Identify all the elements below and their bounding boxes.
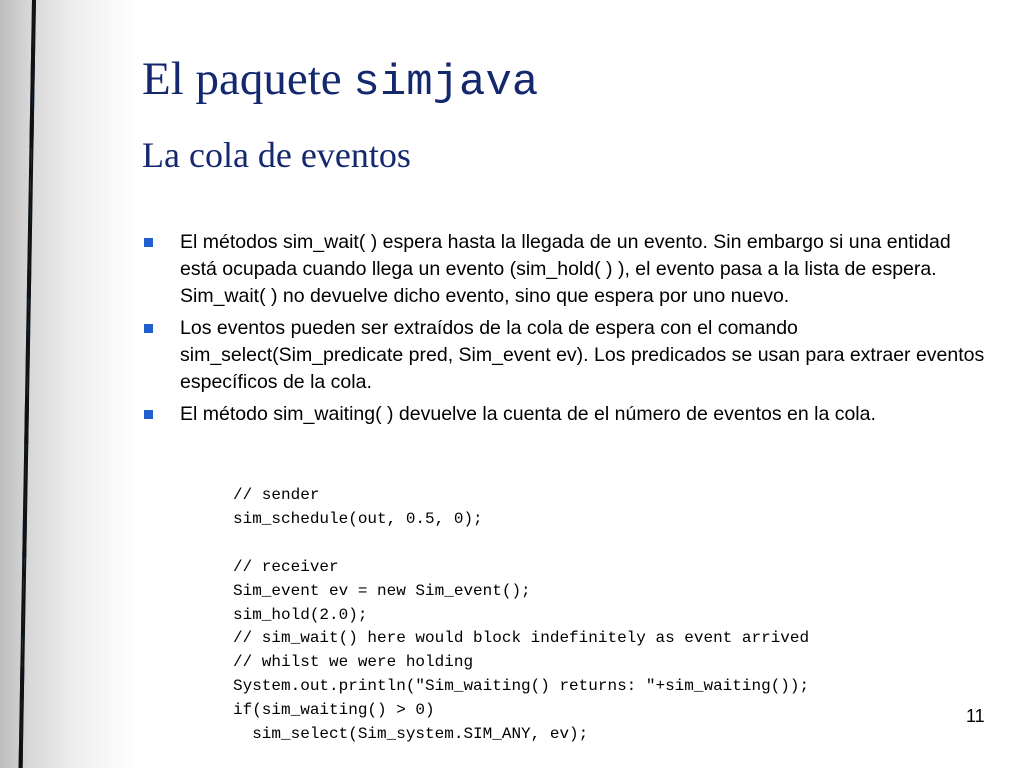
strip-band (19, 700, 24, 742)
strip-band (24, 398, 29, 444)
strip-band (30, 78, 35, 120)
strip-band (19, 742, 23, 768)
strip-band (20, 666, 25, 700)
slide-title (142, 52, 538, 108)
code-snippet (233, 484, 809, 747)
square-bullet-icon (144, 238, 153, 247)
code-line: // whilst we were holding (233, 653, 474, 672)
strip-band (28, 194, 33, 236)
bullet-text: Los eventos pueden ser extraídos de la cola de espera con el comando sim_select(Sim_predicate pred, Sim_event ev). Los predicados se usan para extraer eventos específicos de la cola. (180, 317, 985, 393)
bullet-list (142, 229, 988, 433)
slide-title-code: simjava (353, 58, 539, 108)
code-line: sim_hold(2.0); (233, 605, 368, 624)
strip-band (32, 0, 36, 18)
strip-band (31, 18, 35, 46)
decorative-color-strip (19, 0, 96, 768)
strip-band (26, 298, 31, 330)
code-line: System.out.println("Sim_waiting() returns: "+sim_waiting()); (233, 677, 810, 696)
code-line: // sim_wait() here would block indefinitely as event arrived (233, 629, 810, 648)
strip-band (20, 638, 24, 666)
bullet-item (142, 401, 988, 428)
bullet-item (142, 315, 988, 396)
strip-band (27, 236, 32, 270)
code-line: // sender (233, 486, 320, 504)
page-number: 11 (966, 706, 985, 726)
strip-band (21, 604, 26, 638)
strip-band (22, 510, 27, 558)
slide-title-text: El paquete (142, 53, 342, 105)
square-bullet-icon (144, 410, 153, 419)
bullet-item (142, 229, 988, 310)
slide-subtitle: La cola de eventos (142, 135, 411, 175)
code-line: Sim_event ev = new Sim_event(); (233, 581, 531, 600)
strip-band (23, 486, 27, 510)
bullet-text: El método sim_waiting( ) devuelve la cuenta de el número de eventos en la cola. (180, 403, 876, 425)
code-line: sim_select(Sim_system.SIM_ANY, ev); (233, 725, 589, 744)
code-line: sim_schedule(out, 0.5, 0); (233, 509, 483, 528)
strip-band (31, 46, 36, 78)
strip-band (26, 330, 31, 370)
code-line: // receiver (233, 557, 339, 576)
strip-band (29, 120, 33, 148)
square-bullet-icon (144, 324, 153, 333)
strip-band (24, 444, 29, 486)
strip-band (29, 148, 34, 194)
bullet-text: El métodos sim_wait( ) espera hasta la llegada de un evento. Sin embargo si una entidad está ocupada cuando llega un evento (sim_hold( ) ), el evento pasa a la lista de espera. Sim_wait( ) no devuelve dicho evento, sino que espera por uno nuevo. (180, 231, 951, 307)
strip-band (25, 370, 29, 398)
strip-band (27, 270, 31, 298)
code-line: if(sim_waiting() > 0) (233, 701, 435, 720)
strip-band (21, 558, 26, 604)
